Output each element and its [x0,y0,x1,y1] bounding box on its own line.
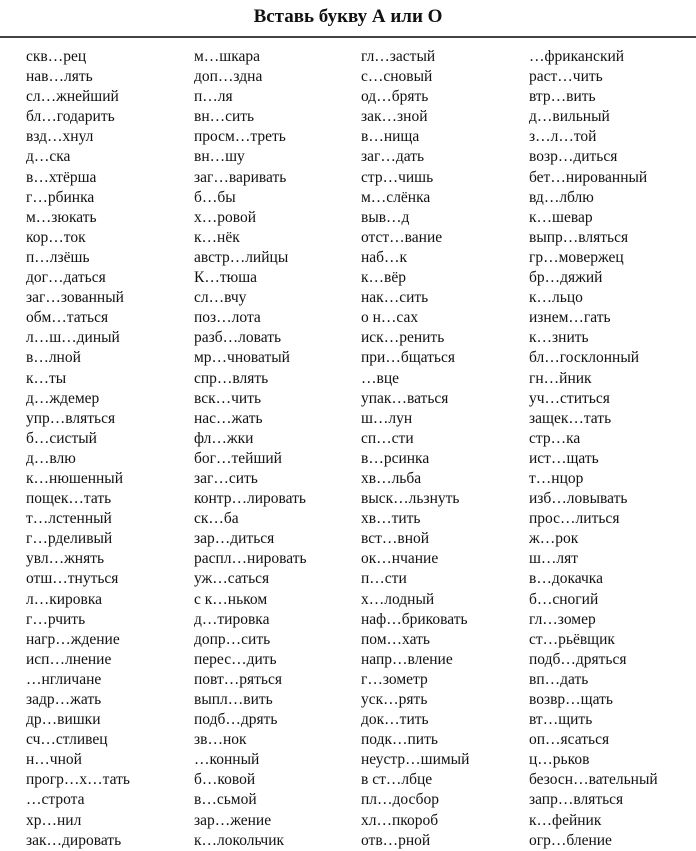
exercise-word: вт…щить [529,711,593,729]
exercise-word: задр…жать [26,691,102,708]
exercise-word: изнем…гать [529,309,611,327]
exercise-word: п…ля [194,88,233,106]
exercise-word: нас…жать [194,409,263,427]
exercise-word: скв…рец [26,48,87,65]
exercise-word: зак…дировать [26,831,122,849]
exercise-word: г…рделивый [26,530,113,548]
exercise-word: дог…даться [26,269,106,287]
exercise-word: д…влю [26,449,76,467]
exercise-word: бог…тейший [194,449,282,467]
exercise-word: в…рсинка [361,449,430,467]
exercise-word: д…вильный [529,108,610,126]
exercise-word: з…л…той [529,128,597,146]
exercise-word: ж…рок [529,530,579,548]
exercise-word: г…рчить [26,610,86,628]
exercise-word: перес…дить [194,650,277,668]
exercise-word: м…зюкать [26,208,97,226]
exercise-word: выпл…вить [194,691,273,708]
exercise-word: м…слёнка [361,188,431,206]
exercise-word: с к…ньком [194,590,268,608]
exercise-word: обм…таться [26,309,109,327]
exercise-word: ист…щать [529,449,599,467]
exercise-word: …конный [194,751,260,769]
exercise-word: в…хтёрша [26,168,97,186]
exercise-word: б…бы [194,188,236,206]
exercise-word: л…кировка [26,590,103,608]
exercise-word: прогр…х…тать [26,771,130,789]
exercise-word: втр…вить [529,88,596,106]
exercise-word: н…чной [26,751,82,769]
exercise-word: хв…тить [361,510,421,528]
exercise-word: д…ска [26,148,71,166]
exercise-word: нагр…ждение [26,630,120,648]
exercise-word: уск…рять [361,691,428,708]
exercise-word: зв…нок [194,731,247,749]
exercise-word: т…лстенный [26,510,112,528]
exercise-word: б…сногий [529,590,599,608]
exercise-word: к…знить [529,329,589,347]
exercise-word: уч…ститься [529,389,610,407]
word-column-3 [361,47,531,851]
exercise-word: разб…ловать [194,329,282,347]
exercise-word: иск…ренить [361,329,445,347]
exercise-word: б…систый [26,429,97,447]
exercise-word: м…шкара [194,48,261,65]
exercise-word: зак…зной [361,108,428,126]
exercise-word: хв…льба [361,469,422,487]
exercise-word: напр…вление [361,650,453,668]
exercise-word: сп…сти [361,429,414,447]
exercise-word: неустр…шимый [361,751,470,769]
exercise-word: г…рбинка [26,188,95,206]
exercise-word: ш…лун [361,409,413,427]
exercise-word: к…ты [26,369,67,387]
exercise-word: прос…литься [529,510,620,528]
word-column-2 [194,47,364,851]
exercise-word: допр…сить [194,630,271,648]
exercise-word: доп…здна [194,68,263,86]
exercise-word: возвр…щать [529,691,613,708]
exercise-word: гл…застый [361,48,436,65]
exercise-word: выпр…вляться [529,228,629,246]
exercise-word: д…ждемер [26,389,100,407]
exercise-word: в…сьмой [194,791,257,809]
exercise-word: спр…влять [194,369,269,387]
exercise-word: ст…рьёвщик [529,630,615,648]
exercise-word: к…шевар [529,208,593,226]
exercise-word: к…нюшенный [26,469,124,487]
exercise-word: т…нцор [529,469,584,487]
exercise-word: к…локольчик [194,831,285,849]
exercise-word: хр…нил [26,811,82,829]
exercise-word: выск…льзнуть [361,490,460,508]
exercise-word: сл…жнейший [26,88,119,106]
exercise-word: оп…ясаться [529,731,610,749]
exercise-word: ц…рьков [529,751,590,769]
exercise-word: наф…бриковать [361,610,468,628]
exercise-word: к…нёк [194,228,240,246]
exercise-word: од…брять [361,88,429,106]
exercise-word: упак…ваться [361,389,449,407]
exercise-word: п…сти [361,570,407,588]
exercise-word: вст…вной [361,530,430,548]
page-title: Вставь букву А или О [253,6,443,27]
exercise-word: кор…ток [26,228,86,246]
exercise-word: отст…вание [361,228,443,246]
exercise-word: нак…сить [361,289,429,307]
exercise-word: …вце [361,369,399,387]
exercise-word: …строта [26,791,85,809]
exercise-word: гн…йник [529,369,592,387]
exercise-word: бл…госклонный [529,349,640,367]
exercise-word: контр…лировать [194,490,306,508]
exercise-word: заг…сить [194,469,258,487]
exercise-word: п…лзёшь [26,248,90,266]
exercise-word: взд…хнул [26,128,94,146]
exercise-word: гл…зомер [529,610,596,628]
exercise-word: при…бщаться [361,349,455,367]
exercise-word: огр…бление [529,831,612,849]
exercise-word: вн…сить [194,108,255,126]
exercise-word: пл…досбор [361,791,440,809]
exercise-word: фл…жки [194,429,254,447]
exercise-word: к…вёр [361,269,406,287]
exercise-word: зар…диться [194,530,275,548]
exercise-word: бр…дяжий [529,269,603,287]
exercise-word: подб…дряться [529,650,627,668]
exercise-word: вск…чить [194,389,262,407]
exercise-word: подк…пить [361,731,438,749]
exercise-word: стр…ка [529,429,581,447]
exercise-word: нав…лять [26,68,93,86]
exercise-word: г…зометр [361,670,428,688]
exercise-word: запр…вляться [529,791,624,809]
exercise-word: раст…чить [529,68,603,86]
exercise-word: заг…зованный [26,289,124,307]
exercise-word: заг…дать [361,148,425,166]
exercise-word: выв…д [361,208,410,226]
exercise-word: в…нища [361,128,420,146]
exercise-word: к…фейник [529,811,602,829]
exercise-word: возр…диться [529,148,618,166]
exercise-word: уж…саться [194,570,270,588]
exercise-word: защек…тать [529,409,612,427]
exercise-word: вп…дать [529,670,589,688]
exercise-word: увл…жнять [26,550,105,568]
exercise-word: вд…лблю [529,188,594,206]
exercise-word: поз…лота [194,309,261,327]
exercise-word: к…льцо [529,289,583,307]
title-divider [0,36,696,38]
exercise-word: пощек…тать [26,490,112,508]
exercise-word: ок…нчание [361,550,439,568]
exercise-word: отв…рной [361,831,431,849]
exercise-word: изб…ловывать [529,490,628,508]
exercise-word: ск…ба [194,510,239,528]
exercise-word: с…сновый [361,68,433,86]
exercise-word: в…лной [26,349,81,367]
exercise-word: просм…треть [194,128,286,146]
exercise-word: л…ш…диный [26,329,120,347]
exercise-word: вн…шу [194,148,245,166]
exercise-word: хл…пкороб [361,811,439,829]
word-columns [26,47,694,849]
exercise-word: сл…вчу [194,289,247,307]
exercise-word: д…тировка [194,610,270,628]
exercise-word: безосн…вательный [529,771,658,789]
exercise-word: др…вишки [26,711,101,729]
exercise-word: б…ковой [194,771,256,789]
exercise-word: док…тить [361,711,429,729]
exercise-word: мр…чноватый [194,349,290,367]
exercise-word: х…ровой [194,208,257,226]
exercise-word: повт…ряться [194,670,282,688]
exercise-word: х…лодный [361,590,435,608]
exercise-word: австр…лийцы [194,248,289,266]
word-column-4 [529,47,696,851]
exercise-word: о н…сах [361,309,419,327]
exercise-word: …нгличане [26,670,102,688]
exercise-word: исп…лнение [26,650,112,668]
exercise-word: К…тюша [194,269,258,287]
exercise-word: упр…вляться [26,409,116,427]
exercise-word: распл…нировать [194,550,307,568]
exercise-word: бл…годарить [26,108,115,126]
exercise-word: стр…чишь [361,168,434,186]
exercise-word: в…докачка [529,570,603,588]
exercise-word: …фриканский [529,48,625,65]
exercise-word: пом…хать [361,630,430,648]
exercise-word: заг…варивать [194,168,287,186]
exercise-word: в ст…лбце [361,771,433,789]
exercise-word: наб…к [361,248,408,266]
exercise-word: сч…стливец [26,731,108,749]
exercise-word: гр…мовержец [529,248,624,266]
exercise-word: ш…лят [529,550,579,568]
word-column-1 [26,47,196,851]
exercise-word: бет…нированный [529,168,648,186]
exercise-word: отш…тнуться [26,570,119,588]
exercise-word: подб…дрять [194,711,278,729]
exercise-word: зар…жение [194,811,272,829]
